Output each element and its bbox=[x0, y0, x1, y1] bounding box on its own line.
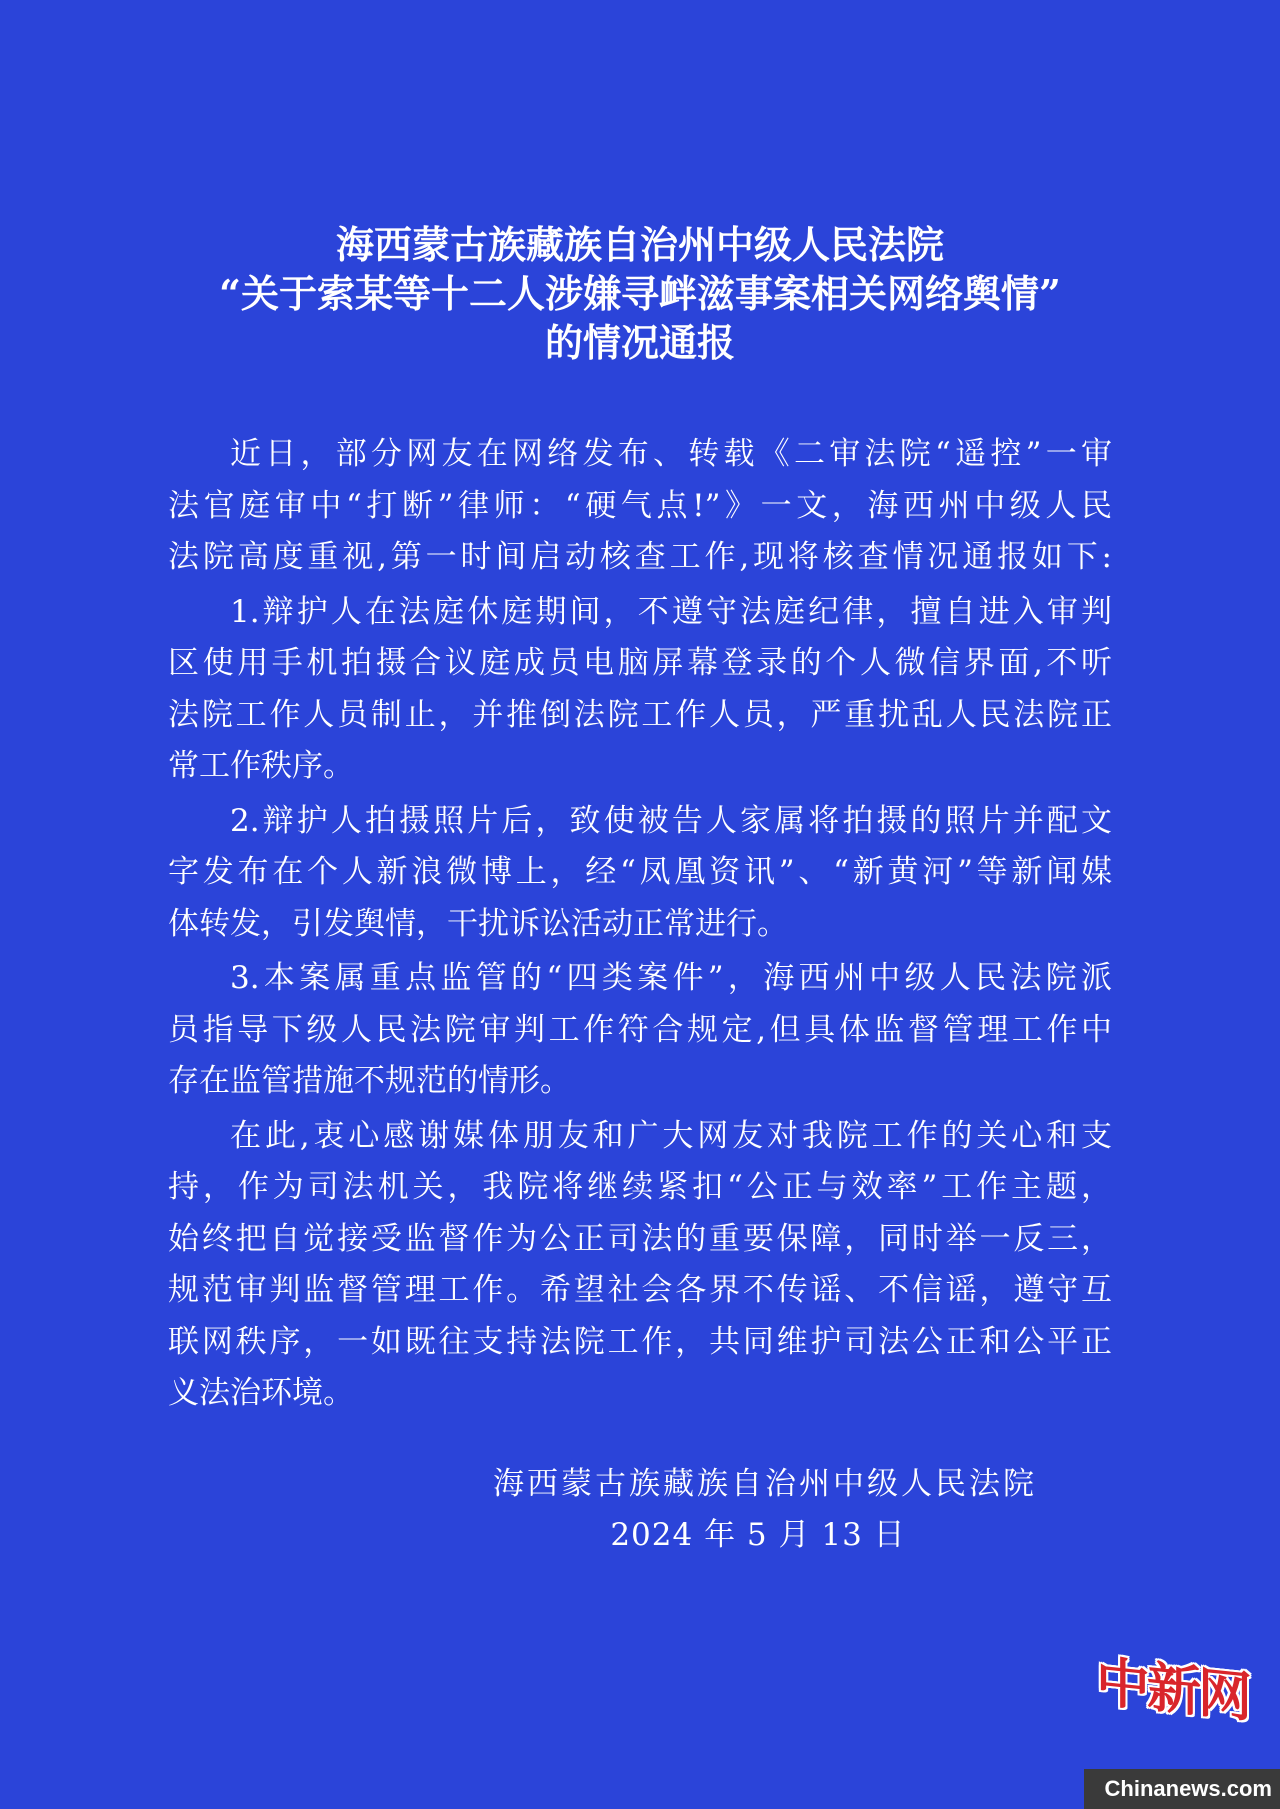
body-line: 联网秩序，一如既往支持法院工作，共同维护司法公正和公平正 bbox=[168, 1323, 1112, 1360]
watermark-strip bbox=[1084, 1769, 1280, 1809]
paragraph-item-1 bbox=[168, 587, 1112, 793]
body-line: 近日，部分网友在网络发布、转载《二审法院“遥控”一审 bbox=[230, 436, 1112, 472]
notice-body bbox=[168, 429, 1112, 1423]
body-line: 持，作为司法机关，我院将继续紧扣“公正与效率”工作主题， bbox=[168, 1169, 1112, 1205]
body-line: 体转发，引发舆情，干扰诉讼活动正常进行。 bbox=[168, 905, 788, 942]
paragraph-closing bbox=[168, 1111, 1112, 1420]
watermark-site-text: Chinanews.com bbox=[1104, 1776, 1272, 1801]
signature-block bbox=[465, 1459, 1065, 1561]
body-line: 3.本案属重点监管的“四类案件”，海西州中级人民法院派 bbox=[230, 960, 1112, 996]
body-line: 在此,衷心感谢媒体朋友和广大网友对我院工作的关心和支 bbox=[230, 1117, 1112, 1154]
body-line: 区使用手机拍摄合议庭成员电脑屏幕登录的个人微信界面,不听 bbox=[168, 645, 1112, 681]
body-line: 义法治环境。 bbox=[168, 1375, 354, 1411]
title-line-report: 的情况通报 bbox=[544, 320, 735, 365]
body-line: 常工作秩序。 bbox=[168, 748, 354, 784]
title-line-subject: “关于索某等十二人涉嫌寻衅滋事案相关网络舆情” bbox=[219, 271, 1061, 316]
signature-organization: 海西蒙古族藏族自治州中级人民法院 bbox=[493, 1466, 1037, 1502]
paragraph-item-3 bbox=[168, 953, 1112, 1108]
chinanews-logo: 中新网 bbox=[1096, 1649, 1249, 1730]
notice-title bbox=[0, 220, 1280, 367]
signature-date: 2024 年 5 月 13 日 bbox=[610, 1517, 906, 1553]
body-line: 规范审判监督管理工作。希望社会各界不传谣、不信谣，遵守互 bbox=[168, 1272, 1112, 1308]
body-line: 法院高度重视,第一时间启动核查工作,现将核查情况通报如下: bbox=[168, 539, 1112, 575]
body-line: 2.辩护人拍摄照片后，致使被告人家属将拍摄的照片并配文 bbox=[230, 802, 1112, 839]
body-line: 1.辩护人在法庭休庭期间，不遵守法庭纪律，擅自进入审判 bbox=[230, 593, 1112, 630]
body-line: 存在监管措施不规范的情形。 bbox=[168, 1063, 571, 1099]
body-line: 法院工作人员制止，并推倒法院工作人员，严重扰乱人民法院正 bbox=[168, 696, 1112, 733]
body-line: 字发布在个人新浪微博上，经“凤凰资讯”、“新黄河”等新闻媒 bbox=[168, 854, 1112, 890]
paragraph-item-2 bbox=[168, 796, 1112, 951]
body-line: 法官庭审中“打断”律师：“硬气点!”》一文，海西州中级人民 bbox=[168, 487, 1112, 524]
title-line-court: 海西蒙古族藏族自治州中级人民法院 bbox=[335, 222, 944, 267]
body-line: 员指导下级人民法院审判工作符合规定,但具体监督管理工作中 bbox=[168, 1011, 1112, 1048]
paragraph-intro bbox=[168, 429, 1112, 584]
body-line: 始终把自觉接受监督作为公正司法的重要保障，同时举一反三， bbox=[168, 1220, 1112, 1257]
